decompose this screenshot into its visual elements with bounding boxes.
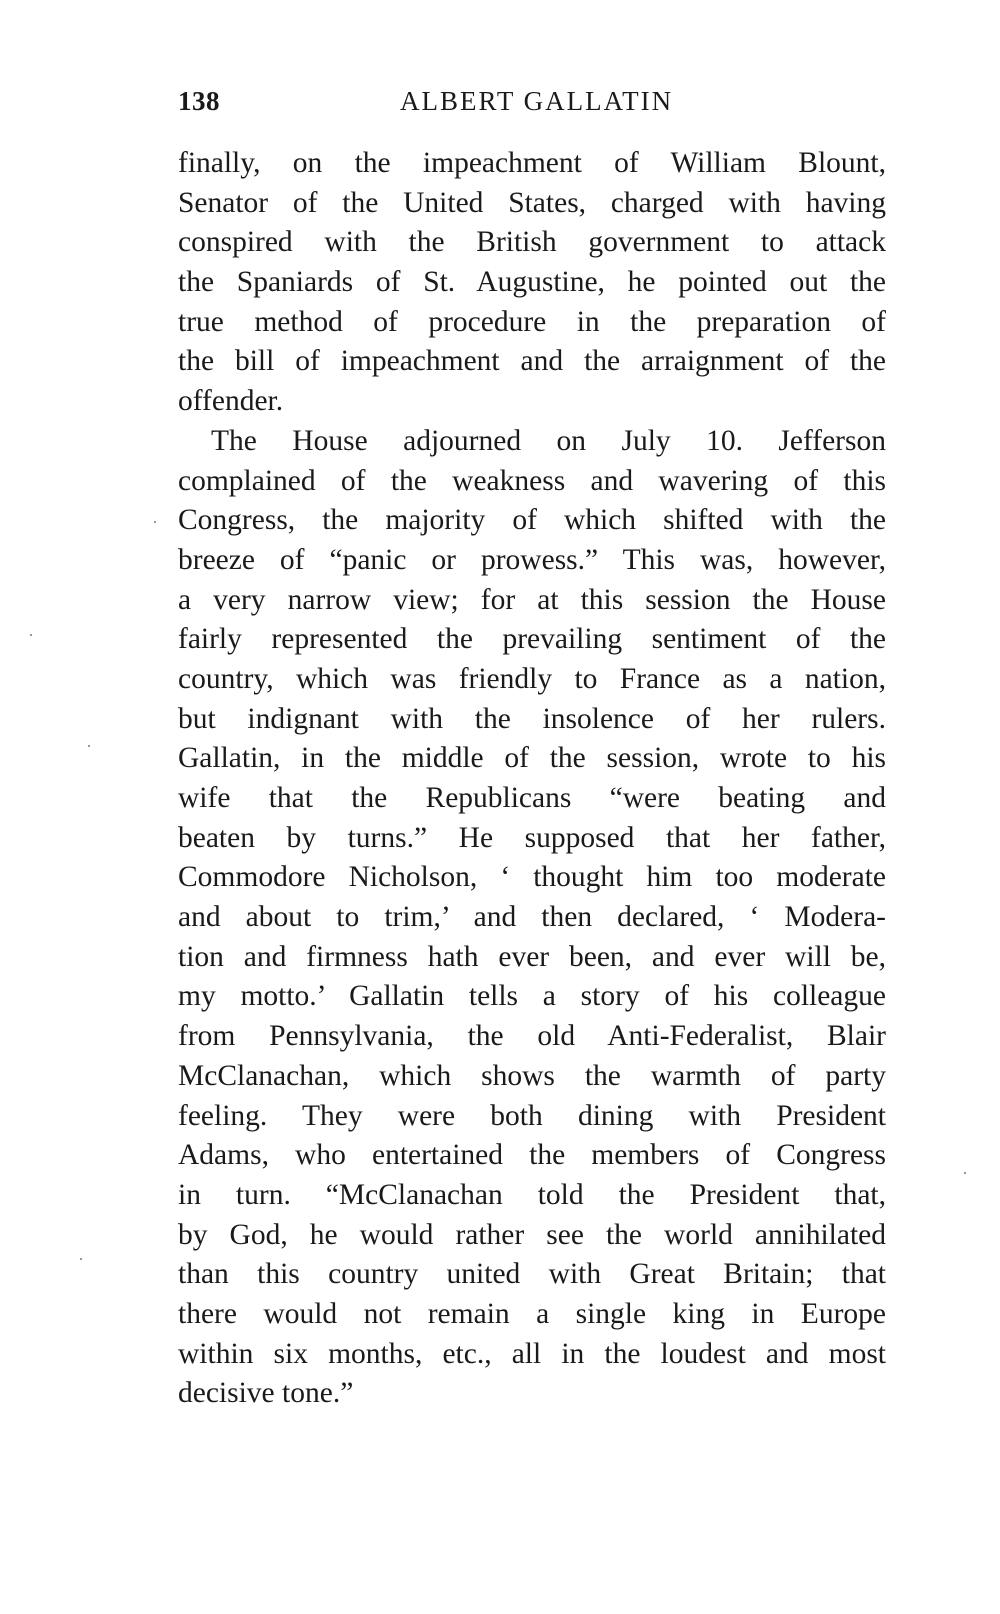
text-line: than this country united with Great Britain; that	[178, 1258, 886, 1291]
paper-speck	[88, 745, 90, 747]
text-line: from Pennsylvania, the old Anti-Federalist, Blair	[178, 1020, 886, 1053]
paper-speck	[964, 1172, 966, 1174]
text-line: Congress, the majority of which shifted with the	[178, 504, 886, 537]
text-line: a very narrow view; for at this session the House	[178, 583, 886, 616]
text-line: complained of the weakness and wavering of this	[178, 464, 886, 497]
paper-speck	[30, 634, 32, 636]
text-line: my motto.’ Gallatin tells a story of his colleague	[178, 980, 886, 1013]
text-line: the bill of impeachment and the arraignment of the	[178, 345, 886, 378]
text-line: but indignant with the insolence of her rulers.	[178, 702, 886, 735]
page-header	[178, 86, 886, 126]
body-text	[178, 144, 886, 1414]
text-line: true method of procedure in the preparation of	[178, 305, 886, 338]
paragraph-1	[178, 144, 886, 422]
text-line: tion and firmness hath ever been, and ever will be,	[178, 940, 886, 973]
text-line: Commodore Nicholson, ‘ thought him too moderate	[178, 861, 886, 894]
text-line: Adams, who entertained the members of Congress	[178, 1139, 886, 1172]
text-line: McClanachan, which shows the warmth of party	[178, 1059, 886, 1092]
text-line: offender.	[178, 385, 284, 418]
text-line: the Spaniards of St. Augustine, he pointed out the	[178, 266, 886, 299]
text-line: Gallatin, in the middle of the session, wrote to his	[178, 742, 886, 775]
text-line: finally, on the impeachment of William Blount,	[178, 147, 886, 179]
text-line: conspired with the British government to attack	[178, 226, 886, 259]
text-line: Senator of the United States, charged with having	[178, 186, 886, 219]
text-line: there would not remain a single king in Europe	[178, 1297, 886, 1330]
paragraph-2	[178, 422, 886, 1414]
text-line: feeling. They were both dining with President	[178, 1099, 886, 1132]
paper-speck	[154, 521, 156, 523]
text-line: breeze of “panic or prowess.” This was, however,	[178, 543, 886, 576]
text-line: within six months, etc., all in the loudest and most	[178, 1337, 886, 1370]
text-line: The House adjourned on July 10. Jefferson	[211, 424, 886, 457]
running-head: ALBERT GALLATIN	[400, 86, 674, 116]
text-line: in turn. “McClanachan told the President that,	[178, 1178, 886, 1211]
page-number: 138	[178, 86, 220, 116]
paper-speck	[80, 1258, 82, 1260]
text-line: wife that the Republicans “were beating and	[178, 782, 886, 814]
text-line: country, which was friendly to France as a nation,	[178, 662, 886, 695]
text-line: fairly represented the prevailing sentiment of the	[178, 623, 886, 656]
text-line: and about to trim,’ and then declared, ‘ Modera-	[178, 901, 886, 934]
text-line: by God, he would rather see the world annihilated	[178, 1218, 886, 1251]
text-line: decisive tone.”	[178, 1377, 354, 1410]
text-line: beaten by turns.” He supposed that her father,	[178, 821, 886, 854]
